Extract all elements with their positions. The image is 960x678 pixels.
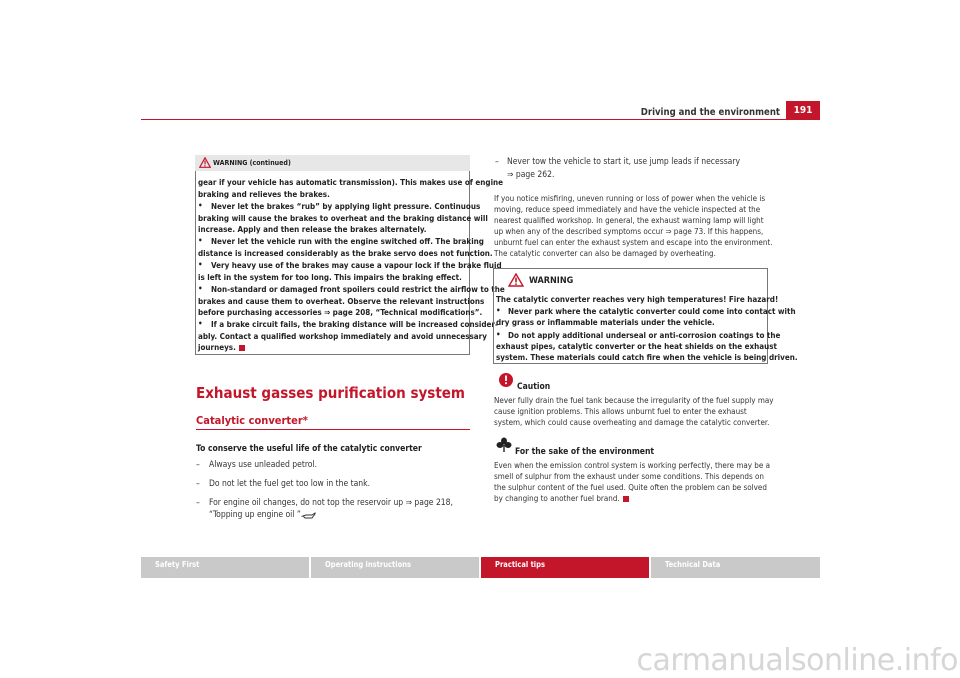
environment-title: For the sake of the environment	[515, 447, 655, 457]
oil-can-icon	[302, 512, 316, 520]
list-item: Do not let the fuel get too low in the tank.	[209, 479, 370, 489]
paragraph-line: The catalytic converter can also be damaged by overheating.	[494, 249, 716, 258]
warning-continued-label: WARNING (continued)	[213, 159, 291, 167]
page-number: 191	[786, 101, 820, 120]
warning-line: Do not apply additional underseal or anti-corrosion coatings to the	[508, 331, 781, 340]
paragraph-line: moving, reduce speed immediately and have the vehicle inspected at the	[494, 205, 761, 214]
subheading: To conserve the useful life of the catalytic converter	[196, 444, 422, 454]
warning-line: Very heavy use of the brakes may cause a vapour lock if the brake fluid	[211, 261, 502, 270]
warning-line-last	[198, 342, 245, 354]
environment-last-text: by changing to another fuel brand.	[494, 494, 620, 503]
subtitle-rule	[196, 429, 470, 430]
warning-line: If a brake circuit fails, the braking distance will be increased consider-	[211, 320, 498, 329]
topping-up-text: “Topping up engine oil ”.	[209, 510, 304, 520]
warning-line: Never park where the catalytic converter could come into contact with	[508, 307, 796, 316]
caution-line: system, which could cause overheating and damage the catalytic converter.	[494, 418, 770, 427]
section-subtitle: Catalytic converter*	[196, 414, 308, 427]
caution-icon	[498, 372, 514, 388]
warning-line: ably. Contact a qualified workshop immediately and avoid unnecessary	[198, 332, 487, 341]
warning-line: gear if your vehicle has automatic transmission). This makes use of engine	[198, 178, 504, 187]
tab-safety-first[interactable]: Safety First	[141, 557, 309, 578]
caution-line: Never fully drain the fuel tank because the irregularity of the fuel supply may	[494, 396, 774, 405]
dash-marker: –	[495, 157, 499, 167]
paragraph-line: up when any of the described symptoms occur ⇒ page 73. If this happens,	[494, 227, 764, 236]
warning-line: distance is increased considerably as the brake servo does not function.	[198, 249, 493, 258]
paragraph-line: unburnt fuel can enter the exhaust system and escape into the environment.	[494, 238, 773, 247]
bullet-icon: •	[198, 236, 203, 245]
page-header-title: Driving and the environment	[640, 107, 780, 118]
environment-line: Even when the emission control system is working perfectly, there may be a	[494, 461, 770, 470]
bullet-icon: •	[198, 260, 203, 269]
tab-technical-data[interactable]: Technical Data	[651, 557, 820, 578]
warning-line: The catalytic converter reaches very high temperatures! Fire hazard!	[496, 295, 779, 304]
right-item-line2: ⇒ page 262.	[507, 170, 555, 180]
paragraph-line: nearest qualified workshop. In general, the exhaust warning lamp will light	[494, 216, 764, 225]
warning-line: Never let the vehicle run with the engine switched off. The braking	[211, 237, 484, 246]
warning-line: brakes and cause them to overheat. Observe the relevant instructions	[198, 297, 485, 306]
list-item: For engine oil changes, do not top the reservoir up ⇒ page 218,	[209, 498, 453, 508]
warning-line: braking and relieves the brakes.	[198, 190, 330, 199]
warning-line: exhaust pipes, catalytic converter or the heat shields on the exhaust	[496, 342, 777, 351]
bullet-icon: •	[198, 284, 203, 293]
section-title: Exhaust gasses purification system	[196, 384, 465, 402]
warning-triangle-icon	[508, 273, 524, 287]
warning-line: Never let the brakes “rub” by applying light pressure. Continuous	[211, 202, 481, 211]
warning-last-text: journeys.	[198, 343, 236, 352]
environment-line: smell of sulphur from the exhaust under some conditions. This depends on	[494, 472, 764, 481]
right-item-line1: Never tow the vehicle to start it, use jump leads if necessary	[507, 157, 741, 167]
list-item-cont	[209, 510, 303, 521]
tab-practical-tips[interactable]: Practical tips	[481, 557, 649, 578]
paragraph-line: If you notice misfiring, uneven running or loss of power when the vehicle is	[494, 194, 766, 203]
warning-line: before purchasing accessories ⇒ page 208, “Technical modifications”.	[198, 308, 483, 317]
warning-line: increase. Apply and then release the brakes alternately.	[198, 225, 427, 234]
environment-line: the sulphur content of the fuel used. Quite often the problem can be solved	[494, 483, 767, 492]
end-of-section-marker	[623, 496, 629, 502]
bullet-icon: •	[198, 201, 203, 210]
environment-line-last	[494, 493, 629, 505]
header-rule	[141, 119, 820, 120]
warning-line: Non-standard or damaged front spoilers could restrict the airflow to the	[211, 285, 505, 294]
warning-line: braking will cause the brakes to overheat and the braking distance will	[198, 214, 488, 223]
end-of-section-marker	[239, 345, 245, 351]
bullet-icon: •	[496, 330, 501, 339]
dash-marker: –	[196, 460, 200, 470]
caution-line: cause ignition problems. This allows unburnt fuel to enter the exhaust	[494, 407, 747, 416]
dash-marker: –	[196, 479, 200, 489]
caution-title: Caution	[517, 382, 551, 392]
dash-marker: –	[196, 498, 200, 508]
warning-line: is left in the system for too long. This impairs the braking effect.	[198, 273, 462, 282]
watermark: carmanualsonline.info	[636, 643, 958, 678]
warning-line: system. These materials could catch fire when the vehicle is being driven.	[496, 353, 798, 362]
tab-operating-instructions[interactable]: Operating instructions	[311, 557, 479, 578]
environment-icon	[496, 437, 512, 453]
list-item: Always use unleaded petrol.	[209, 460, 318, 470]
warning-title: WARNING	[529, 276, 574, 286]
warning-line: dry grass or inflammable materials under the vehicle.	[496, 318, 715, 327]
warning-triangle-icon	[199, 157, 211, 168]
bullet-icon: •	[496, 306, 501, 315]
bullet-icon: •	[198, 319, 203, 328]
